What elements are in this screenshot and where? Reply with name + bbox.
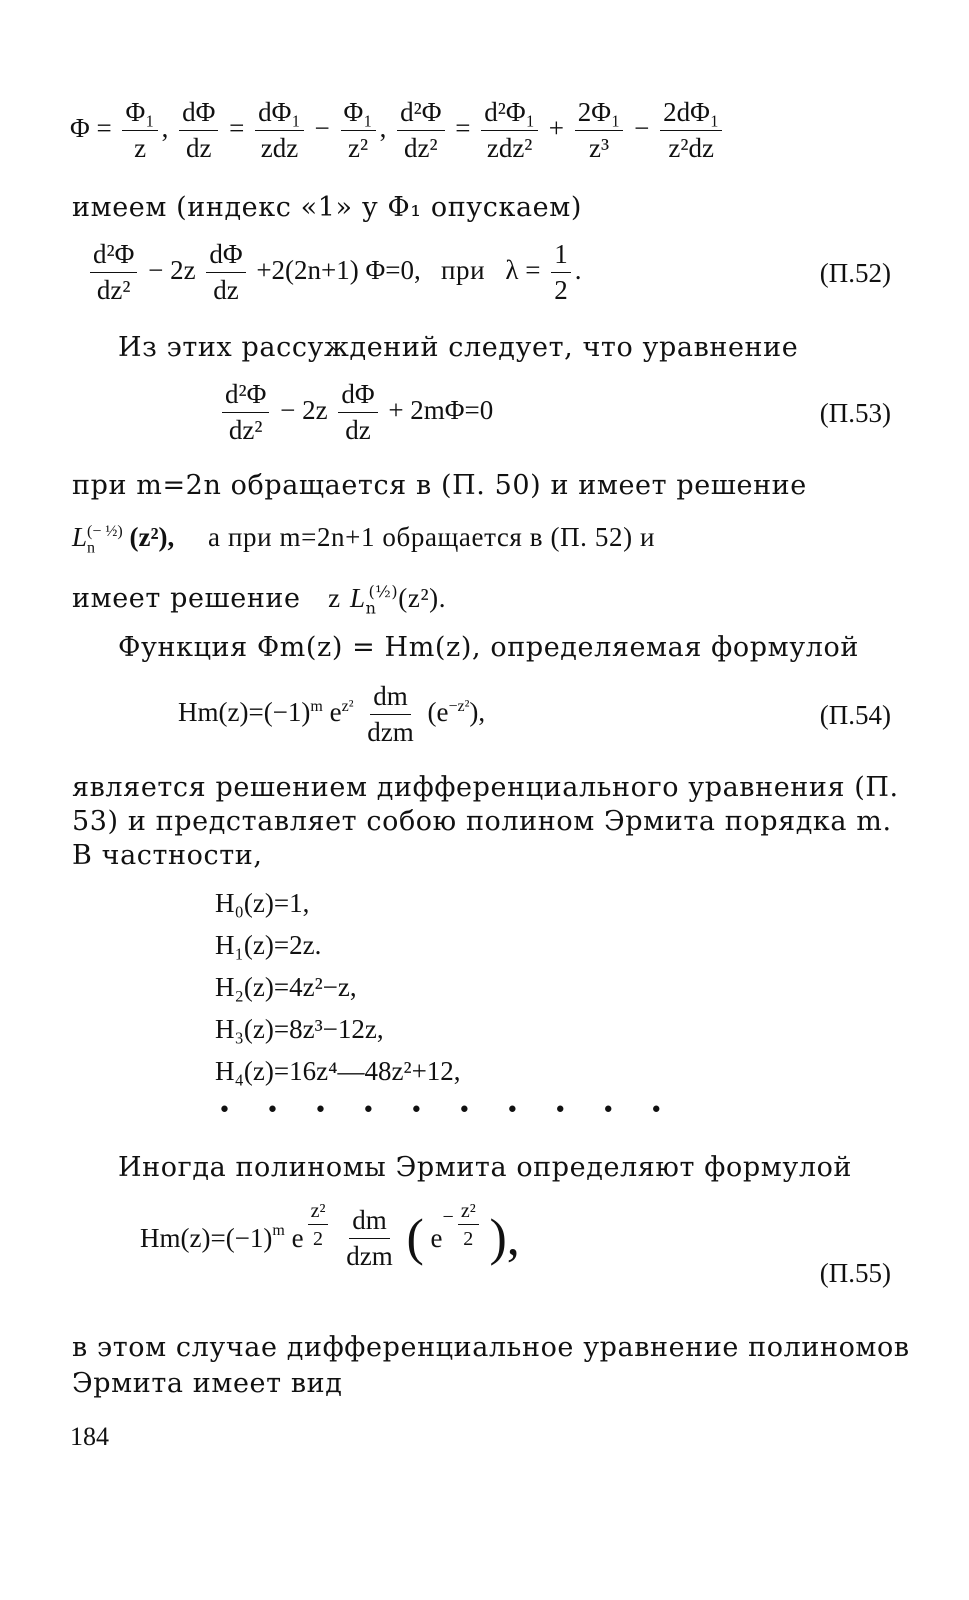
equation-p53: $\frac{\text{d²Φ}}{\text{dz²}}$ − 2z $\frac{d\Phi}{dz}$ + 2mΦ=0 xyxy=(218,380,493,445)
paragraph-line: Эрмита имеет вид xyxy=(72,1368,343,1399)
equation-number: (П.54) xyxy=(819,700,891,730)
text-line: Из этих рассуждений следует, что уравнение xyxy=(118,332,799,363)
text-line: при m=2n обращается в (П. 50) и имеет решение xyxy=(72,470,807,501)
text-line: имеет решение z $L_n^{(\frac{1}{2})}(z^2)$. xyxy=(72,582,447,618)
equation-substitution: Φ = $\frac{\text{Φ₁}}{z}$ , $\frac{d\Phi}{dz}$ = $\frac{\text{dΦ₁}}{\text{zdz}}$ − $\frac{\text{Φ₁}}{\text{z²}}$ , $\frac{\text{d²Φ}}{\text{dz²}}$ = $\frac{\text{d²Φ₁}}{\text{zdz²}}$ + $\frac{\text{2Φ₁}}{\text{z³}}$ − $\frac{\text{2dΦ₁}}{\text{z²dz}}$ xyxy=(70,98,726,163)
paragraph-line: является решением дифференциального уравнения (П. xyxy=(72,772,899,803)
equation-p54: $Hm(z)=(-1)^m$ $e^{z^2}$ $\frac{dm}{\text{dzm}}$ $(e^{-z^2})$, xyxy=(178,681,486,747)
equation-number: (П.53) xyxy=(819,398,891,428)
fraction: $\frac{\text{Φ₁}}{\text{z²}}$ xyxy=(341,98,376,163)
ellipsis-dots: • • • • • • • • • • xyxy=(218,1098,677,1123)
fraction: $\frac{\text{2Φ₁}}{\text{z³}}$ xyxy=(575,98,624,163)
laguerre-line: $L_n^{(- \frac{1}{2})}$ (z²), а при m=2n+1 обращается в (П. 52) и xyxy=(72,522,656,557)
equation-p55: $Hm(z)=(-1)^m$ e $\frac{\text{z²}}{2}$ $\frac{dm}{\text{dzm}}$ ( e− $\frac{\text{z²}}{2}$ ), xyxy=(140,1200,520,1271)
hermite-polynomial-item: H₀(z)=1, xyxy=(215,888,310,918)
text-line: Функция Φm(z) = Hm(z), определяемая формулой xyxy=(118,632,859,663)
fraction: $\frac{\text{2dΦ₁}}{\text{z²dz}}$ xyxy=(660,98,722,163)
hermite-polynomial-item: H₃(z)=8z³−12z, xyxy=(215,1014,384,1044)
hermite-polynomial-item: H₂(z)=4z²−z, xyxy=(215,972,357,1002)
fraction: $\frac{\text{Φ₁}}{z}$ xyxy=(122,98,157,163)
page-number: 184 xyxy=(70,1422,109,1451)
text-line: Иногда полиномы Эрмита определяют формулой xyxy=(118,1152,853,1183)
paragraph-line: В частности, xyxy=(72,840,263,871)
fraction: $\frac{d\Phi}{dz}$ xyxy=(179,98,218,163)
fraction: $\frac{\text{d²Φ}}{\text{dz²}}$ xyxy=(397,98,444,163)
text-line: имеем (индекс «1» у Φ₁ опускаем) xyxy=(72,192,582,223)
paragraph-line: в этом случае дифференциальное уравнение полиномов xyxy=(72,1332,910,1363)
hermite-polynomial-item: H₄(z)=16z⁴—48z²+12, xyxy=(215,1056,461,1086)
fraction: $\frac{\text{d²Φ₁}}{\text{zdz²}}$ xyxy=(481,98,538,163)
equation-number: (П.52) xyxy=(819,258,891,288)
equation-number: (П.55) xyxy=(819,1258,891,1288)
paragraph-line: 53) и представляет собою полином Эрмита порядка m. xyxy=(72,806,892,837)
equation-p52: $\frac{\text{d²Φ}}{\text{dz²}}$ − 2z $\frac{d\Phi}{dz}$ +2(2n+1) Φ=0, при λ = $\frac{1}{2}$ . xyxy=(86,240,582,305)
fraction: $\frac{\text{dΦ₁}}{\text{zdz}}$ xyxy=(255,98,304,163)
hermite-polynomial-item: H₁(z)=2z. xyxy=(215,930,322,960)
